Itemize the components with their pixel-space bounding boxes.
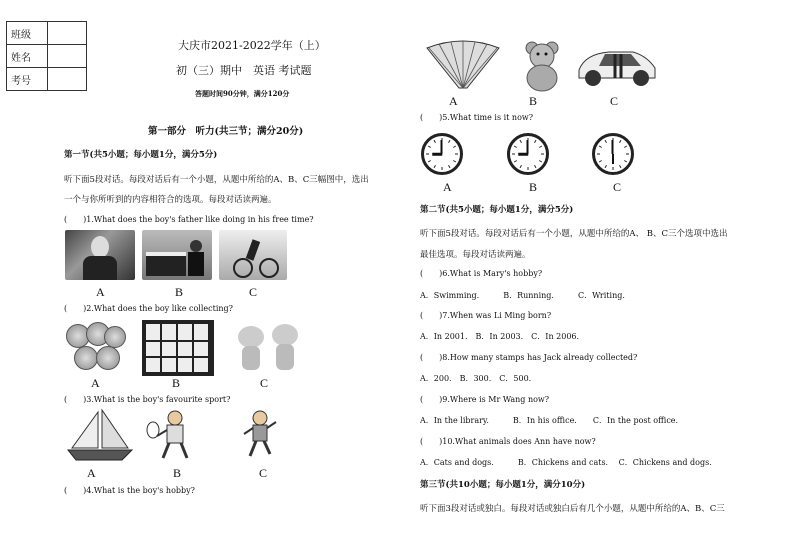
question-8: ( )8.How many stamps has Jack already collected? <box>420 353 638 362</box>
q4-label-b: B <box>529 94 538 108</box>
question-2: ( )2.What does the boy like collecting? <box>64 304 233 313</box>
q5-label-a: A <box>443 180 452 194</box>
exam-number-field[interactable] <box>48 68 87 91</box>
clock-a-icon <box>421 133 463 175</box>
fan-icon <box>423 40 503 92</box>
tennis-player-icon <box>145 408 201 464</box>
teddy-bear-icon <box>516 40 568 92</box>
question-10-options: A．Cats and dogs. B．Chickens and cats. C．Chickens and dogs. <box>420 458 712 467</box>
stamps-image <box>142 320 214 376</box>
q3-label-a: A <box>87 466 96 480</box>
cyclist-photo <box>219 230 287 280</box>
question-1: ( )1.What does the boy's father like doing in his free time? <box>64 215 314 224</box>
q1-label-b: B <box>175 285 184 299</box>
exam-subtitle: 初（三）期中 英语 考试题 <box>176 64 312 77</box>
class-label: 班级 <box>7 22 48 45</box>
question-5: ( )5.What time is it now? <box>420 113 534 122</box>
name-field[interactable] <box>48 45 87 68</box>
toy-bears-image <box>232 320 304 376</box>
question-6: ( )6.What is Mary's hobby? <box>420 269 543 278</box>
question-4: ( )4.What is the boy's hobby? <box>64 486 195 495</box>
clock-b-icon <box>507 133 549 175</box>
class-field[interactable] <box>48 22 87 45</box>
student-info-box <box>6 21 87 91</box>
section2-instructions-2: 最佳选项。每段对话读两遍。 <box>420 250 531 260</box>
soccer-boy-icon <box>240 408 280 464</box>
q4-label-c: C <box>610 94 619 108</box>
section3-title: 第三节(共10小题；每小题1分，满分10分) <box>420 480 586 490</box>
question-7-options: A．In 2001. B．In 2003. C．In 2006. <box>420 332 580 341</box>
question-8-options: A．200. B．300. C．500. <box>420 374 532 383</box>
section1-title: 第一节(共5小题；每小题1分，满分5分) <box>64 150 218 160</box>
q2-label-a: A <box>91 376 100 390</box>
section1-instructions-1: 听下面5段对话。每段对话后有一个小题，从题中所给的A、B、C三幅图中，选出 <box>64 175 369 185</box>
man-smoking-photo <box>65 230 135 280</box>
q5-label-c: C <box>613 180 622 194</box>
exam-title: 大庆市2021-2022学年（上） <box>178 39 326 52</box>
sailboat-icon <box>64 408 136 464</box>
sports-car-icon <box>575 40 659 92</box>
question-6-options: A．Swimming. B．Running. C．Writing. <box>420 291 625 300</box>
question-3: ( )3.What is the boy's favourite sport? <box>64 395 231 404</box>
q4-label-a: A <box>449 94 458 108</box>
coins-image <box>64 320 126 372</box>
question-10: ( )10.What animals does Ann have now? <box>420 437 596 446</box>
q2-label-b: B <box>172 376 181 390</box>
q3-label-b: B <box>173 466 182 480</box>
exam-number-label: 考号 <box>7 68 48 91</box>
section3-instructions: 听下面3段对话或独白。每段对话或独白后有几个小题，从题中所给的A、B、C三 <box>420 504 725 514</box>
q2-label-c: C <box>260 376 269 390</box>
question-7: ( )7.When was Li Ming born? <box>420 311 552 320</box>
section2-title: 第二节(共5小题；每小题1分，满分5分) <box>420 205 574 215</box>
piano-player-photo <box>142 230 212 280</box>
section2-instructions-1: 听下面5段对话。每段对话后有一个小题，从题中所给的A、 B、C三个选项中选出 <box>420 229 728 239</box>
exam-note: 答题时间90分钟，满分120分 <box>195 89 290 98</box>
question-9-options: A．In the library. B．In his office. C．In the post office. <box>420 416 679 425</box>
section1-instructions-2: 一个与你所听到的内容相符合的选项。每段对话读两遍。 <box>64 195 277 205</box>
part1-title: 第一部分 听力(共三节；满分20分) <box>148 126 304 137</box>
q3-label-c: C <box>259 466 268 480</box>
question-9: ( )9.Where is Mr Wang now? <box>420 395 550 404</box>
name-label: 姓名 <box>7 45 48 68</box>
q1-label-c: C <box>249 285 258 299</box>
q5-label-b: B <box>529 180 538 194</box>
clock-c-icon <box>592 133 634 175</box>
q1-label-a: A <box>96 285 105 299</box>
